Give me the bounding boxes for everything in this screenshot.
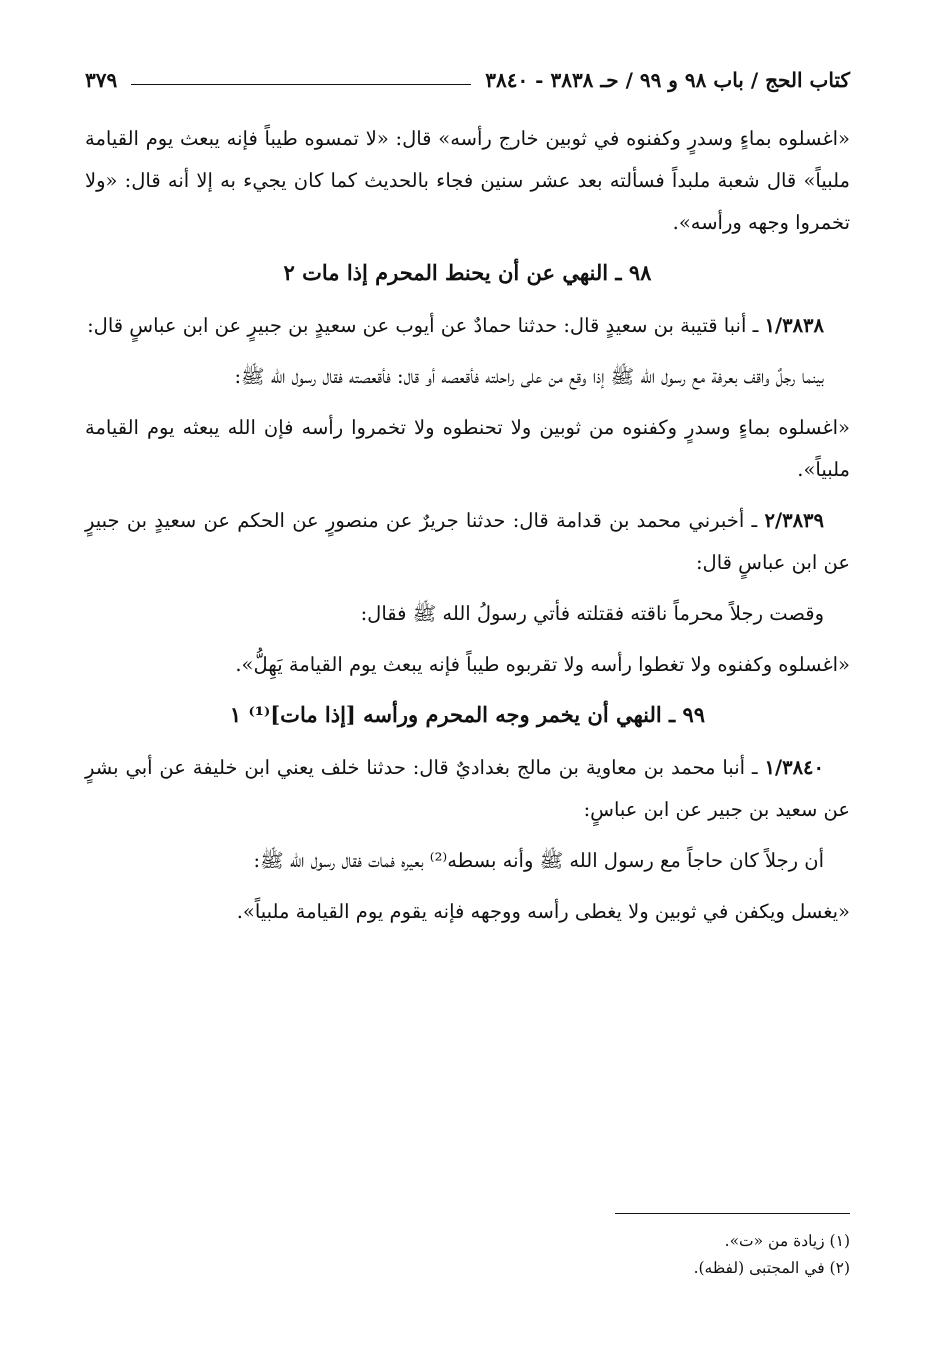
header-rule bbox=[131, 84, 471, 85]
main-text bbox=[85, 118, 850, 942]
chapter-99-heading: ٩٩ ـ النهي أن يخمر وجه المحرم ورأسه [إذا مات]⁽¹⁾ ١ bbox=[229, 702, 706, 727]
hadith-3839-isnad-text: ـ أخبرني محمد بن قدامة قال: حدثنا جريرٌ عن منصورٍ عن الحكم عن سعيدٍ بن جبيرٍ عن ابن عباسٍ قال: bbox=[85, 509, 850, 574]
hadith-3839-isnad bbox=[85, 500, 850, 584]
hadith-3838-number: ١/٣٨٣٨ bbox=[764, 314, 824, 337]
hadith-3840-isnad-text: ـ أنبا محمد بن معاوية بن مالج بغداديٌ قال: حدثنا خلف يعني ابن خليفة عن أبي بشرٍ عن سعيد بن جبير عن ابن عباسٍ: bbox=[85, 756, 850, 821]
hadith-3838-isnad-text: ـ أنبا قتيبة بن سعيدٍ قال: حدثنا حمادٌ عن أيوب عن سعيدٍ بن جبيرٍ عن ابن عباسٍ قال: bbox=[87, 314, 765, 337]
hadith-3840-isnad bbox=[85, 747, 850, 831]
hadith-3839-matn: وقصت رجلاً محرماً ناقته فقتلته فأتي رسولُ الله ﷺ فقال: bbox=[360, 602, 824, 625]
page-number: ٣٧٩ bbox=[85, 68, 118, 92]
hadith-3838-matn: بينما رجلٌ واقف بعرفة مع رسول الله ﷺ إذا وقع من على راحلته فأقعصه أو قال: فأقعصته فقال رسول الله ﷺ: bbox=[234, 365, 824, 388]
hadith-3838-quote: «اغسلوه بماءٍ وسدرٍ وكفنوه من ثوبين ولا تحنطوه ولا تخمروا رأسه فإن الله يبعثه يوم القيامة ملبياً». bbox=[85, 416, 850, 481]
hadith-3839-number: ٢/٣٨٣٩ bbox=[764, 509, 824, 532]
running-header bbox=[85, 60, 850, 100]
hadith-3840-quote: «يغسل ويكفن في ثوبين ولا يغطى رأسه ووجهه فإنه يقوم يوم القيامة ملبياً». bbox=[236, 900, 850, 923]
hadith-3840-number: ١/٣٨٤٠ bbox=[764, 756, 824, 779]
footnote-rule bbox=[615, 1213, 850, 1214]
intro-paragraph: «اغسلوه بماءٍ وسدرٍ وكفنوه في ثوبين خارج رأسه» قال: «لا تمسوه طيباً فإنه يبعث يوم القيامة ملبياً» قال شعبة ملبداً فسألته بعد عشر سنين فجاء بالحديث كما كان يجيء به إلا أنه قال: «ولا تخمروا وجهه ورأسه». bbox=[85, 127, 850, 234]
hadith-3839-quote: «اغسلوه وكفنوه ولا تغطوا رأسه ولا تقربوه طيباً فإنه يبعث يوم القيامة يَهِلُّ». bbox=[235, 653, 850, 676]
chapter-98-heading: ٩٨ ـ النهي عن أن يحنط المحرم إذا مات ٢ bbox=[283, 260, 652, 285]
hadith-3838-isnad bbox=[85, 305, 850, 347]
footnotes bbox=[85, 1213, 850, 1282]
hadith-3840-matn: أن رجلاً كان حاجاً مع رسول الله ﷺ وأنه بسطه⁽²⁾ بعيره فمات فقال رسول الله ﷺ: bbox=[253, 849, 824, 872]
footnote-1: (١) زيادة من «ت». bbox=[724, 1232, 850, 1250]
header-title: كتاب الحج / باب ٩٨ و ٩٩ / حـ ٣٨٣٨ - ٣٨٤٠ bbox=[485, 68, 850, 92]
footnote-2: (٢) في المجتبى (لفظه). bbox=[693, 1259, 850, 1277]
